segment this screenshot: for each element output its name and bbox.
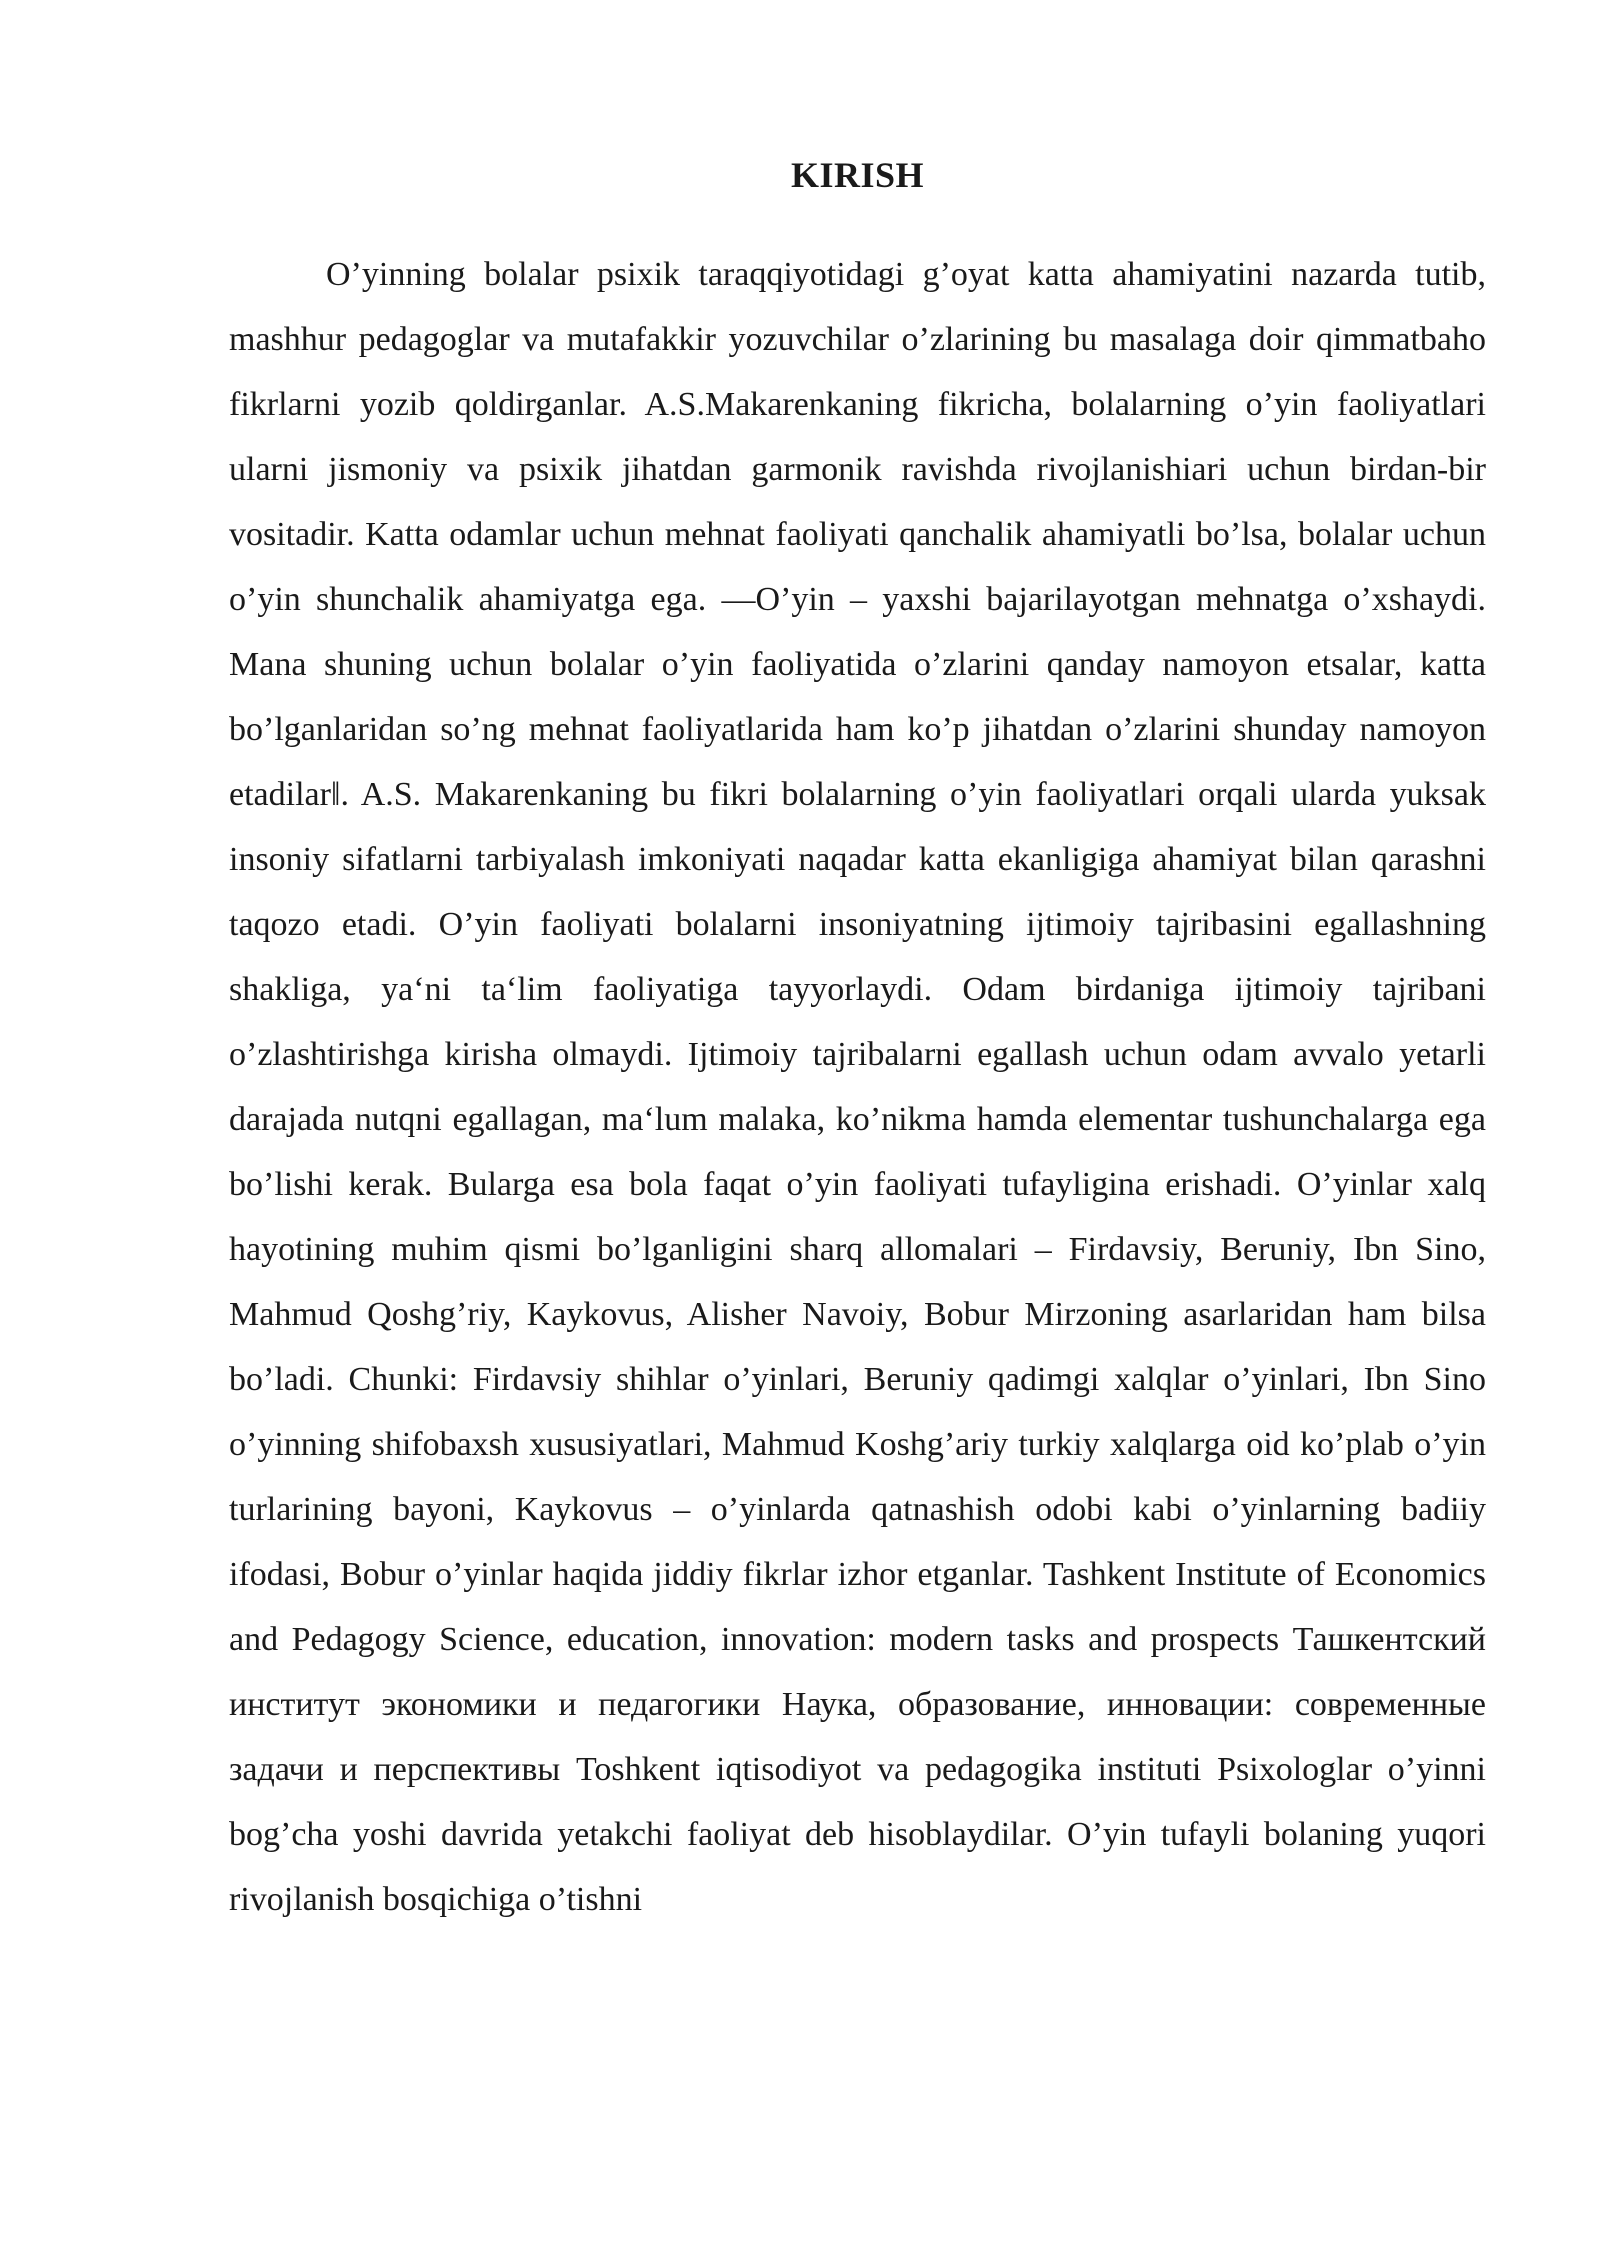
body-paragraph: O’yinning bolalar psixik taraqqiyotidagi g’oyat katta ahamiyatini nazarda tutib, mashhur pedagoglar va mutafakkir yozuvchilar o’zlarining bu masalaga doir qimmatbaho fikrlarni yozib qoldirganlar. A.S.Makarenkaning fikricha, bolalarning o’yin faoliyatlari ularni jismoniy va psixik jihatdan garmonik ravishda rivojlanishiari uchun birdan-bir vositadir. Katta odamlar uchun mehnat faoliyati qanchalik ahamiyatli bo’lsa, bolalar uchun o’yin shunchalik ahamiyatga ega. ―O’yin – yaxshi bajarilayotgan mehnatga o’xshaydi. Mana shuning uchun bolalar o’yin faoliyatida o’zlarini qanday namoyon etsalar, katta bo’lganlaridan so’ng mehnat faoliyatlarida ham ko’p jihatdan o’zlarini shunday namoyon etadilar‖. A.S. Makarenkaning bu fikri bolalarning o’yin faoliyatlari orqali ularda yuksak insoniy sifatlarni tarbiyalash imkoniyati naqadar katta ekanligiga ahamiyat bilan qarashni taqozo etadi. O’yin faoliyati bolalarni insoniyatning ijtimoiy tajribasini egallashning shakliga, ya‘ni ta‘lim faoliyatiga tayyorlaydi. Odam birdaniga ijtimoiy tajribani o’zlashtirishga kirisha olmaydi. Ijtimoiy tajribalarni egallash uchun odam avvalo yetarli darajada nutqni egallagan, ma‘lum malaka, ko’nikma hamda elementar tushunchalarga ega bo’lishi kerak. Bularga esa bola faqat o’yin faoliyati tufayligina erishadi. O’yinlar xalq hayotining muhim qismi bo’lganligini sharq allomalari – Firdavsiy, Beruniy, Ibn Sino, Mahmud Qoshg’riy, Kaykovus, Alisher Navoiy, Bobur Mirzoning asarlaridan ham bilsa bo’ladi. Chunki: Firdavsiy shihlar o’yinlari, Beruniy qadimgi xalqlar o’yinlari, Ibn Sino o’yinning shifobaxsh xususiyatlari, Mahmud Koshg’ariy turkiy xalqlarga oid ko’plab o’yin turlarining bayoni, Kaykovus – o’yinlarda qatnashish odobi kabi o’yinlarning badiiy ifodasi, Bobur o’yinlar haqida jiddiy fikrlar izhor etganlar. Tashkent Institute of Economics and Pedagogy Science, education, innovation: modern tasks and prospects Ташкентский институт экономики и педагогики Наука, образование, инновации: современные задачи и перспективы Toshkent iqtisodiyot va pedagogika instituti Psixologlar o’yinni bog’cha yoshi davrida yetakchi faoliyat deb hisoblaydilar. O’yin tufayli bolaning yuqori rivojlanish bosqichiga o’tishni (229, 256, 1486, 1918)
document-page (229, 148, 1486, 1932)
page-title: KIRISH (790, 155, 925, 195)
